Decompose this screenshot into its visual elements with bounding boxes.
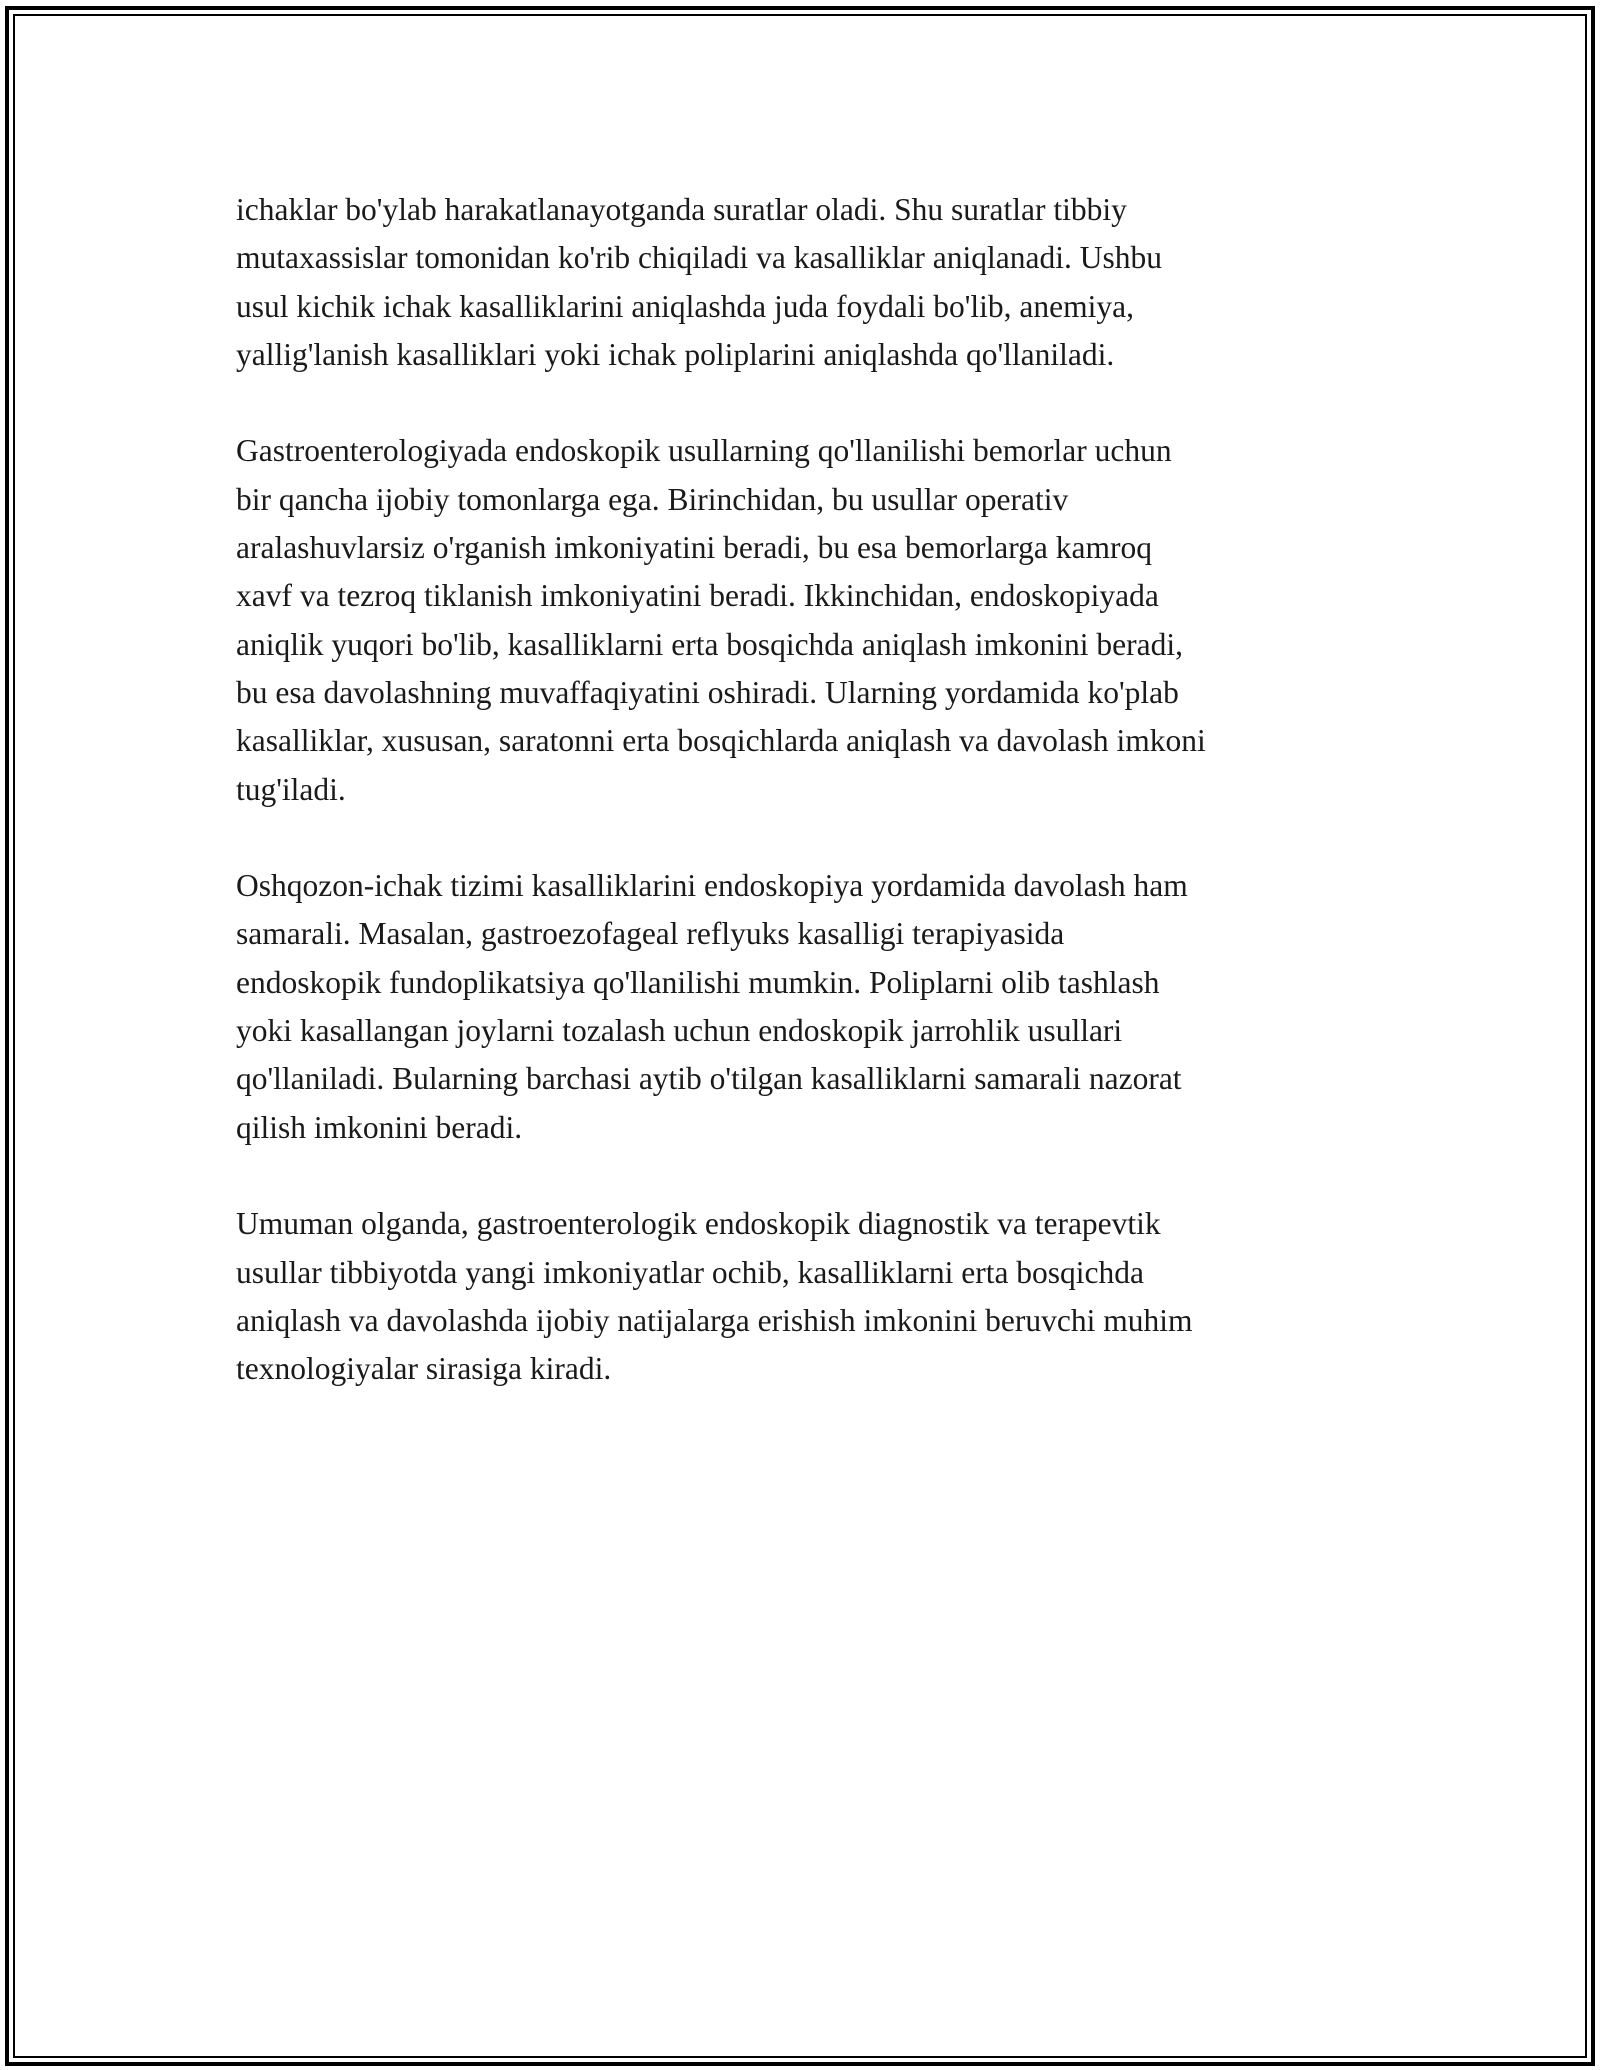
text-line: bir qancha ijobiy tomonlarga ega. Birinchidan, bu usullar operativ (236, 481, 1069, 517)
text-line: texnologiyalar sirasiga kiradi. (236, 1351, 612, 1387)
text-line: tug'iladi. (236, 771, 346, 807)
paragraph-4 (236, 1200, 1381, 1393)
paragraph-2 (236, 427, 1381, 813)
text-line: Oshqozon-ichak tizimi kasalliklarini endoskopiya yordamida davolash ham (236, 868, 1188, 904)
text-line: usullar tibbiyotda yangi imkoniyatlar ochib, kasalliklarni erta bosqichda (236, 1254, 1145, 1290)
text-line: aralashuvlarsiz o'rganish imkoniyatini beradi, bu esa bemorlarga kamroq (236, 530, 1152, 566)
text-line: yoki kasallangan joylarni tozalash uchun endoskopik jarrohlik usullari (236, 1013, 1123, 1049)
text-line: usul kichik ichak kasalliklarini aniqlashda juda foydali bo'lib, anemiya, (236, 288, 1134, 324)
text-line: Gastroenterologiyada endoskopik usullarning qo'llanilishi bemorlar uchun (236, 433, 1172, 469)
text-line: mutaxassislar tomonidan ko'rib chiqiladi va kasalliklar aniqlanadi. Ushbu (236, 240, 1162, 276)
paragraph-1 (236, 186, 1381, 379)
text-line: endoskopik fundoplikatsiya qo'llanilishi mumkin. Poliplarni olib tashlash (236, 964, 1160, 1000)
text-line: yallig'lanish kasalliklari yoki ichak poliplarini aniqlashda qo'llaniladi. (236, 336, 1115, 372)
text-line: bu esa davolashning muvaffaqiyatini oshiradi. Ularning yordamida ko'plab (236, 674, 1179, 710)
text-line: samarali. Masalan, gastroezofageal reflyuks kasalligi terapiyasida (236, 916, 1065, 952)
text-line: aniqlash va davolashda ijobiy natijalarga erishish imkonini beruvchi muhim (236, 1302, 1193, 1338)
text-line: ichaklar bo'ylab harakatlanayotganda suratlar oladi. Shu suratlar tibbiy (236, 192, 1127, 227)
text-line: Umuman olganda, gastroenterologik endoskopik diagnostik va terapevtik (236, 1206, 1161, 1242)
text-line: qo'llaniladi. Bularning barchasi aytib o'tilgan kasalliklarni samarali nazorat (236, 1061, 1182, 1097)
text-line: aniqlik yuqori bo'lib, kasalliklarni erta bosqichda aniqlash imkonini beradi, (236, 626, 1183, 662)
text-line: qilish imkonini beradi. (236, 1109, 523, 1145)
document-body (236, 186, 1381, 1442)
text-line: kasalliklar, xususan, saratonni erta bosqichlarda aniqlash va davolash imkoni (236, 723, 1206, 759)
paragraph-3 (236, 862, 1381, 1152)
text-line: xavf va tezroq tiklanish imkoniyatini beradi. Ikkinchidan, endoskopiyada (236, 578, 1159, 614)
